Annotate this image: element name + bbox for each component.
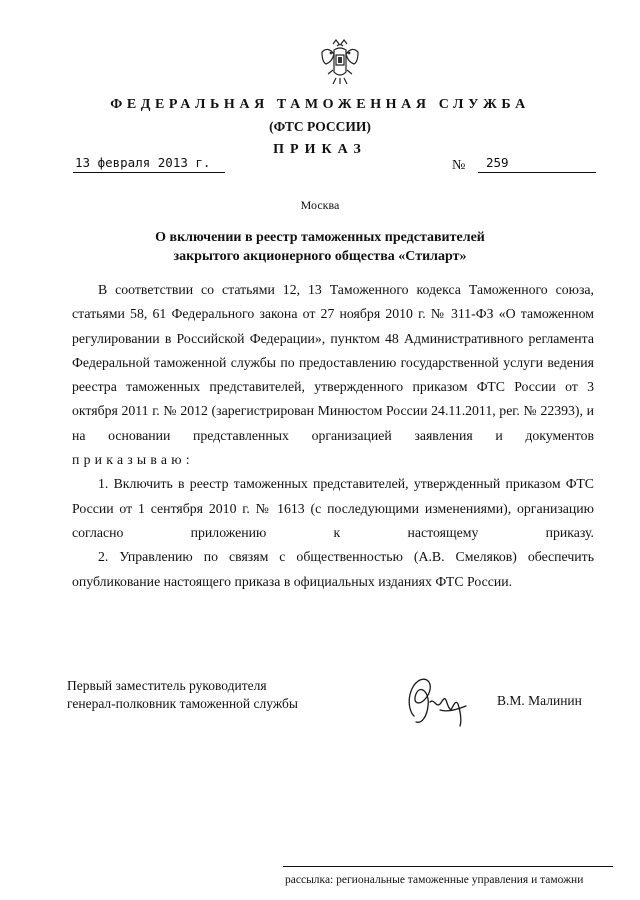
signatory-position-line-2: генерал-полковник таможенной службы [67,696,298,711]
distribution-list: рассылка: региональные таможенные управления и таможни [285,874,584,886]
handwritten-signature [400,672,480,728]
agency-name: ФЕДЕРАЛЬНАЯ ТАМОЖЕННАЯ СЛУЖБА [110,97,530,112]
order-item-1: 1. Включить в реестр таможенных представителей, утвержденный приказом ФТС России от 1 сентября 2010 г. № 1613 (с последующими изменениями), организацию согласно приложению к настоящему приказу. [72,476,594,540]
order-title [0,228,640,266]
footer-divider [283,866,613,867]
order-number-label: № [452,158,466,173]
agency-short-name: (ФТС РОССИИ) [269,119,371,134]
order-city: Москва [300,198,340,212]
order-date: 13 февраля 2013 г. [73,155,225,173]
signatory-position-line-1: Первый заместитель руководителя [67,678,267,693]
order-item-2: 2. Управлению по связям с общественностью (А.В. Смеляков) обеспечить опубликование настоящего приказа в официальных изданиях ФТС России. [72,549,594,589]
order-word: приказываю: [72,452,194,468]
order-body [72,278,594,594]
coat-of-arms-icon [318,38,362,88]
order-number: 259 [478,155,596,173]
preamble-paragraph [72,278,594,472]
order-title-line-1: О включении в реестр таможенных представителей [155,230,485,245]
signatory-position [67,677,298,713]
preamble-text: В соответствии со статьями 12, 13 Таможенного кодекса Таможенного союза, статьями 58, 61 Федерального закона от 27 ноября 2010 г. № 311-ФЗ «О таможенном регулировании в Российской Федерации», пунктом 48 Административного регламента Федеральной таможенной службы по предоставлению государственной услуги ведения реестра таможенных представителей, утвержденного приказом ФТС России от 3 октября 2011 г. № 2012 (зарегистрирован Минюстом России 24.11.2011, рег. № 22393), и на основании представленных организацией заявления и документов [72,282,594,443]
document-type: ПРИКАЗ [273,142,367,157]
signatory-name: В.М. Малинин [497,693,582,708]
order-title-line-2: закрытого акционерного общества «Стиларт» [173,249,467,264]
